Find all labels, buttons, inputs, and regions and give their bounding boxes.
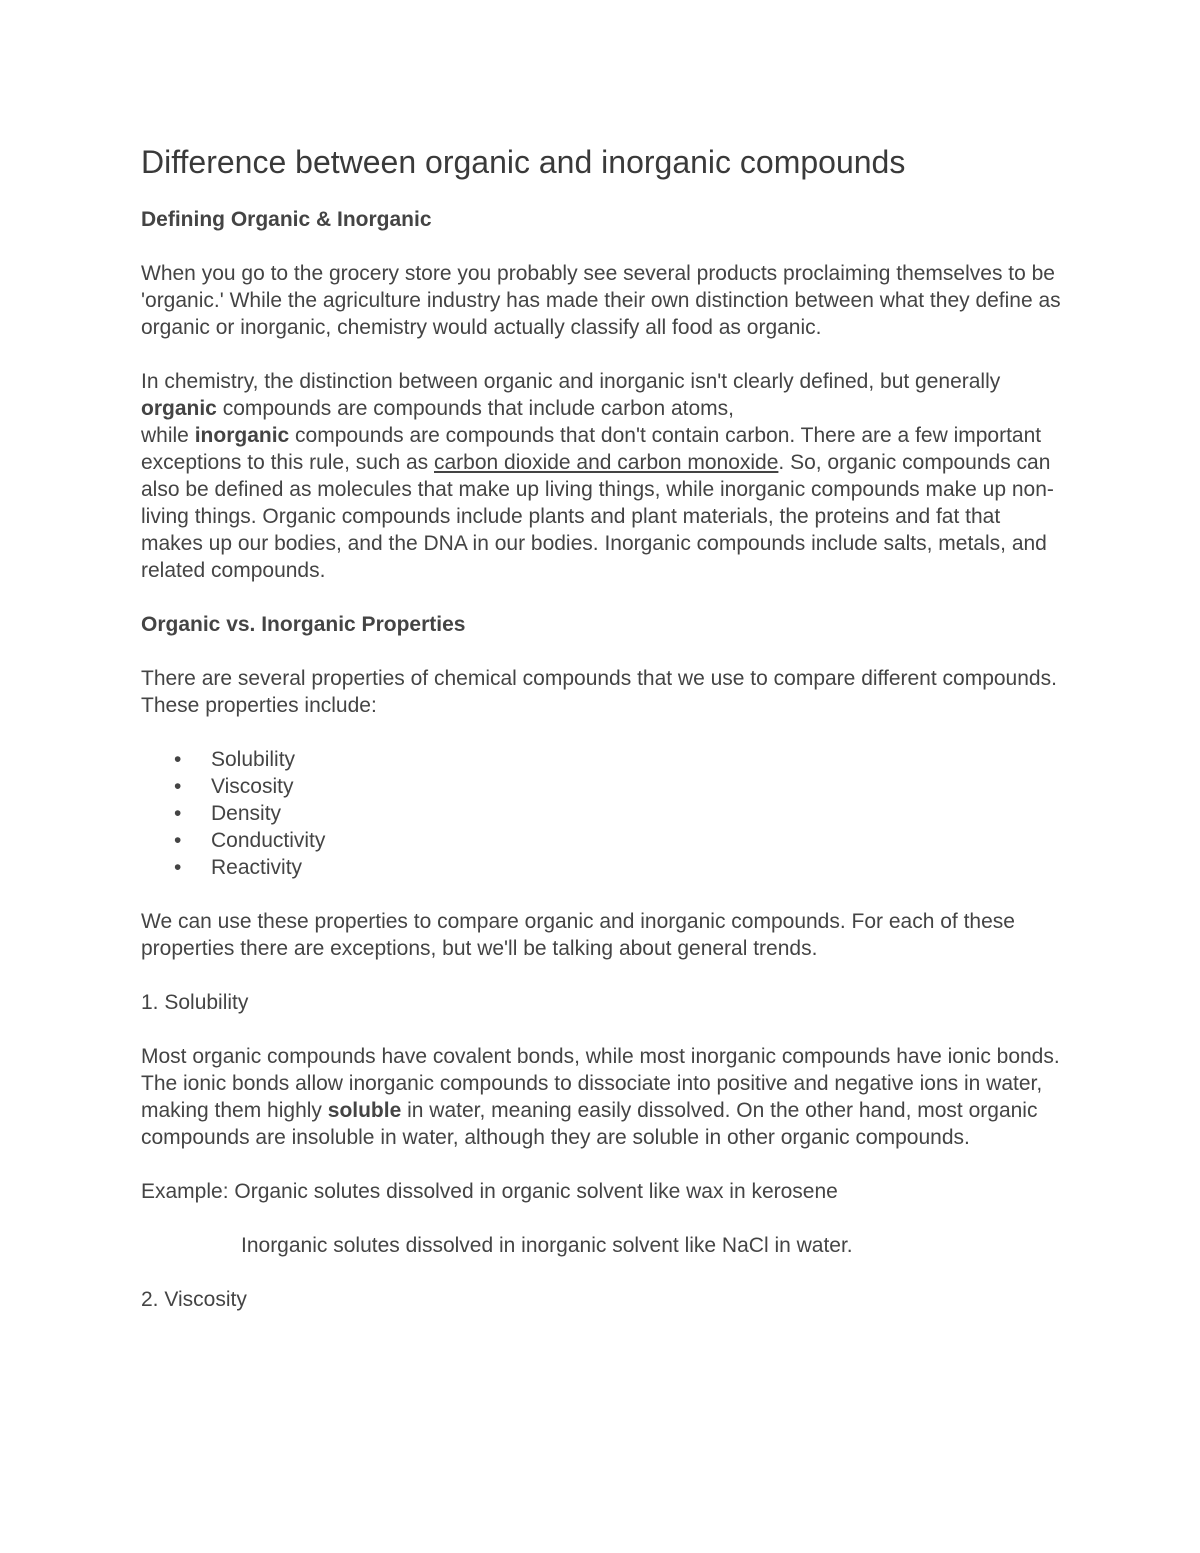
document-page xyxy=(141,140,1066,1340)
section-heading-properties: Organic vs. Inorganic Properties xyxy=(141,613,466,636)
text-run: in water, meaning easily dissolved. On the other hand, most organic compounds are insoluble in water, although they are soluble in other organic compounds. xyxy=(141,1099,1038,1149)
paragraph-distinction xyxy=(141,368,1066,584)
link-carbon-dioxide-monoxide[interactable]: carbon dioxide and carbon monoxide xyxy=(434,451,779,474)
list-item xyxy=(174,854,1066,881)
bullet-icon: • xyxy=(174,829,182,852)
paragraph-solubility xyxy=(141,1043,1066,1151)
list-item xyxy=(174,827,1066,854)
subheading-viscosity: 2. Viscosity xyxy=(141,1288,247,1311)
list-item xyxy=(174,800,1066,827)
list-item-label: Conductivity xyxy=(211,829,326,852)
text-run: . So, organic compounds can also be defined as molecules that make up living things, while inorganic compounds make up non-living things. Organic compounds include plants and plant materials, the proteins and fat that makes up our bodies, and the DNA in our bodies. Inorganic compounds include salts, metals, and related compounds. xyxy=(141,451,1054,582)
example-inorganic: Inorganic solutes dissolved in inorganic solvent like NaCl in water. xyxy=(241,1234,853,1257)
text-run: compounds are compounds that don't contain carbon. There are a few important exceptions to this rule, such as xyxy=(141,424,1042,474)
list-item xyxy=(174,746,1066,773)
list-item-label: Reactivity xyxy=(211,856,303,879)
list-item-label: Solubility xyxy=(211,748,296,771)
paragraph-properties-intro: There are several properties of chemical compounds that we use to compare different compounds. These properties include: xyxy=(141,667,1057,717)
bold-term-organic: organic xyxy=(141,397,217,420)
subheading-solubility: 1. Solubility xyxy=(141,991,249,1014)
page-title: Difference between organic and inorganic compounds xyxy=(141,144,906,180)
paragraph-grocery: When you go to the grocery store you probably see several products proclaiming themselves to be 'organic.' While the agriculture industry has made their own distinction between what they define as organic or inorganic, chemistry would actually classify all food as organic. xyxy=(141,262,1061,339)
text-run: compounds are compounds that include carbon atoms, xyxy=(216,397,734,420)
paragraph-properties-outro: We can use these properties to compare organic and inorganic compounds. For each of these properties there are exceptions, but we'll be talking about general trends. xyxy=(141,910,1015,960)
text-run: Most organic compounds have covalent bonds, while most inorganic compounds have ionic bonds. The ionic bonds allow inorganic compounds to dissociate into positive and negative ions in water, making them highly xyxy=(141,1045,1060,1122)
properties-list xyxy=(141,746,1066,881)
example-organic: Example: Organic solutes dissolved in organic solvent like wax in kerosene xyxy=(141,1180,838,1203)
bullet-icon: • xyxy=(174,802,182,825)
list-item xyxy=(174,773,1066,800)
bullet-icon: • xyxy=(174,748,182,771)
section-heading-defining: Defining Organic & Inorganic xyxy=(141,208,432,231)
bold-term-soluble: soluble xyxy=(327,1099,402,1122)
bullet-icon: • xyxy=(174,856,182,879)
bullet-icon: • xyxy=(174,775,182,798)
list-item-label: Density xyxy=(211,802,282,825)
text-run: In chemistry, the distinction between organic and inorganic isn't clearly defined, but generally xyxy=(141,370,1001,393)
bold-term-inorganic: inorganic xyxy=(194,424,290,447)
text-run: while xyxy=(141,424,195,447)
list-item-label: Viscosity xyxy=(211,775,294,798)
